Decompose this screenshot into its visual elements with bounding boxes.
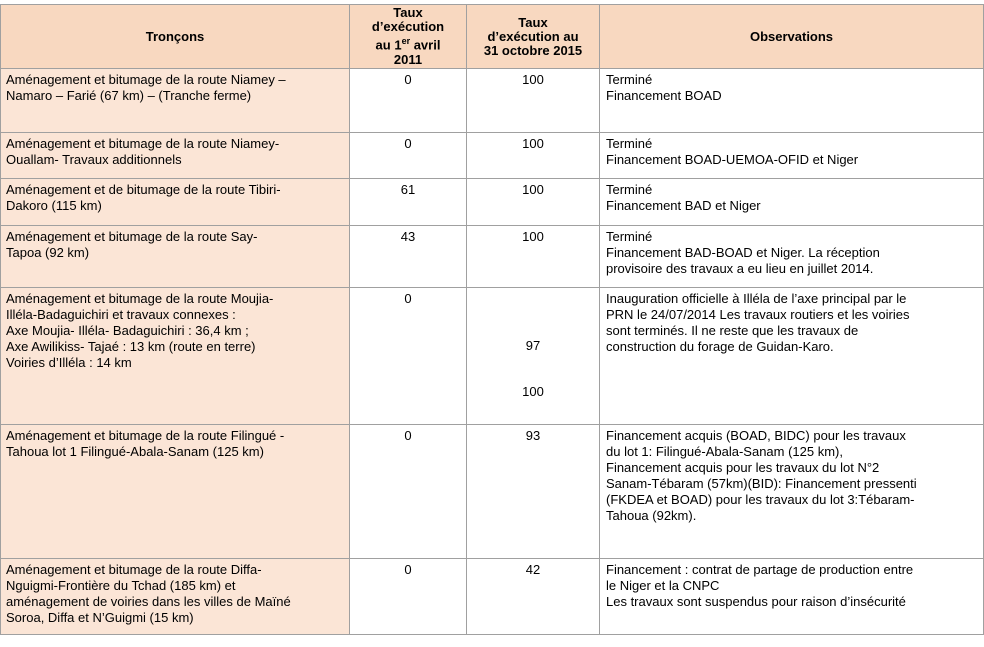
cell-observations: Terminé Financement BOAD-UEMOA-OFID et Niger	[600, 133, 984, 179]
cell-troncon: Aménagement et bitumage de la route Niamey – Namaro – Farié (67 km) – (Tranche ferme)	[1, 69, 350, 133]
cell-taux-2011: 43	[350, 226, 467, 288]
cell-taux-2015: 42	[467, 559, 600, 635]
cell-taux-2015: 100	[467, 179, 600, 226]
cell-taux-2011: 0	[350, 288, 467, 425]
cell-taux-2015: 100	[467, 69, 600, 133]
cell-troncon: Aménagement et bitumage de la route Diffa- Nguigmi-Frontière du Tchad (185 km) et aménagement de voiries dans les villes de Maïné Soroa, Diffa et N’Guigmi (15 km)	[1, 559, 350, 635]
header-observations: Observations	[600, 5, 984, 69]
cell-observations: Terminé Financement BAD-BOAD et Niger. La réception provisoire des travaux a eu lieu en juillet 2014.	[600, 226, 984, 288]
table-row	[1, 133, 984, 179]
table-row	[1, 288, 984, 425]
cell-taux-2015: 100	[467, 226, 600, 288]
cell-taux-2011: 0	[350, 559, 467, 635]
table-row	[1, 425, 984, 559]
cell-troncon: Aménagement et de bitumage de la route Tibiri- Dakoro (115 km)	[1, 179, 350, 226]
cell-troncon: Aménagement et bitumage de la route Filingué - Tahoua lot 1 Filingué-Abala-Sanam (125 km)	[1, 425, 350, 559]
cell-troncon: Aménagement et bitumage de la route Niamey- Ouallam- Travaux additionnels	[1, 133, 350, 179]
header-row	[1, 5, 984, 69]
cell-observations: Inauguration officielle à Illéla de l’axe principal par le PRN le 24/07/2014 Les travaux routiers et les voiries sont terminés. Il ne reste que les travaux de construction du forage de Guidan-Karo.	[600, 288, 984, 425]
cell-troncon: Aménagement et bitumage de la route Moujia- Illéla-Badaguichiri et travaux connexes : Axe Moujia- Illéla- Badaguichiri : 36,4 km ; Axe Awilikiss- Tajaé : 13 km (route en terre) Voiries d’Illéla : 14 km	[1, 288, 350, 425]
table-row	[1, 69, 984, 133]
cell-taux-2011: 0	[350, 69, 467, 133]
header-troncons: Tronçons	[1, 5, 350, 69]
cell-taux-2011: 61	[350, 179, 467, 226]
cell-taux-2011: 0	[350, 425, 467, 559]
cell-observations: Financement acquis (BOAD, BIDC) pour les travaux du lot 1: Filingué-Abala-Sanam (125 km), Financement acquis pour les travaux du lot N°2 Sanam-Tébaram (57km)(BID): Financement pressenti (FKDEA et BOAD) pour les travaux du lot 3:Tébaram- Tahoua (92km).	[600, 425, 984, 559]
cell-observations: Financement : contrat de partage de production entre le Niger et la CNPC Les travaux sont suspendus pour raison d’insécurité	[600, 559, 984, 635]
header-taux-2015: Taux d’exécution au 31 octobre 2015	[467, 5, 600, 69]
cell-troncon: Aménagement et bitumage de la route Say- Tapoa (92 km)	[1, 226, 350, 288]
cell-observations: Terminé Financement BOAD	[600, 69, 984, 133]
execution-table	[0, 4, 984, 635]
table-row	[1, 179, 984, 226]
cell-taux-2015: 97 100	[467, 288, 600, 425]
table-row	[1, 226, 984, 288]
header-taux-2011: Taux d’exécution au 1er avril 2011	[350, 5, 467, 69]
cell-observations: Terminé Financement BAD et Niger	[600, 179, 984, 226]
cell-taux-2011: 0	[350, 133, 467, 179]
cell-taux-2015: 100	[467, 133, 600, 179]
cell-taux-2015: 93	[467, 425, 600, 559]
table-row	[1, 559, 984, 635]
